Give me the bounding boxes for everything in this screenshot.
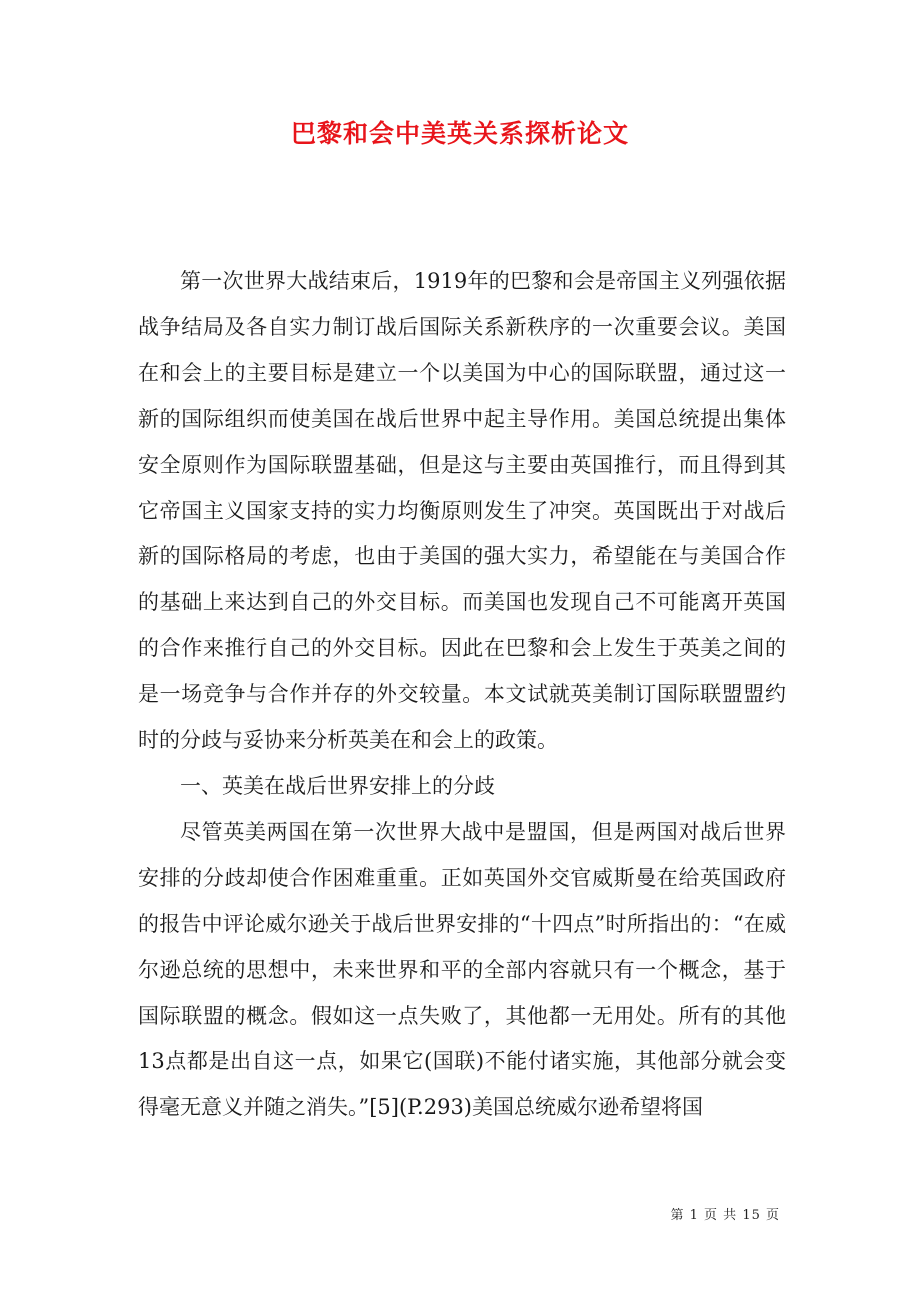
page-number-footer: 第 1 页 共 15 页 <box>670 1208 780 1223</box>
paragraph-section-1: 尽管英美两国在第一次世界大战中是盟国，但是两国对战后世界安排的分歧却使合作困难重重。正如英国外交官威斯曼在给英国政府的报告中评论威尔逊关于战后世界安排的“十四点”时所指出的：“在威尔逊总统的思想中，未来世界和平的全部内容就只有一个概念，基于国际联盟的概念。假如这一点失败了，其他都一无用处。所有的其他13点都是出自这一点，如果它(国联)不能付诸实施，其他部分就会变得毫无意义并随之消失。”[5](P.293)美国总统威尔逊希望将国 <box>138 819 786 1120</box>
document-title: 巴黎和会中美英关系探析论文 <box>290 119 629 148</box>
document-body <box>138 259 786 1131</box>
section-heading-1: 一、英美在战后世界安排上的分歧 <box>180 773 495 798</box>
paragraph-intro: 第一次世界大战结束后，1919年的巴黎和会是帝国主义列强依据战争结局及各自实力制订战后国际关系新秩序的一次重要会议。美国在和会上的主要目标是建立一个以美国为中心的国际联盟，通过这一新的国际组织而使美国在战后世界中起主导作用。美国总统提出集体安全原则作为国际联盟基础，但是这与主要由英国推行，而且得到其它帝国主义国家支持的实力均衡原则发生了冲突。英国既出于对战后新的国际格局的考虑，也由于美国的强大实力，希望能在与美国合作的基础上来达到自己的外交目标。而美国也发现自己不可能离开英国的合作来推行自己的外交目标。因此在巴黎和会上发生于英美之间的是一场竞争与合作并存的外交较量。本文试就英美制订国际联盟盟约时的分歧与妥协来分析英美在和会上的政策。 <box>138 269 786 753</box>
